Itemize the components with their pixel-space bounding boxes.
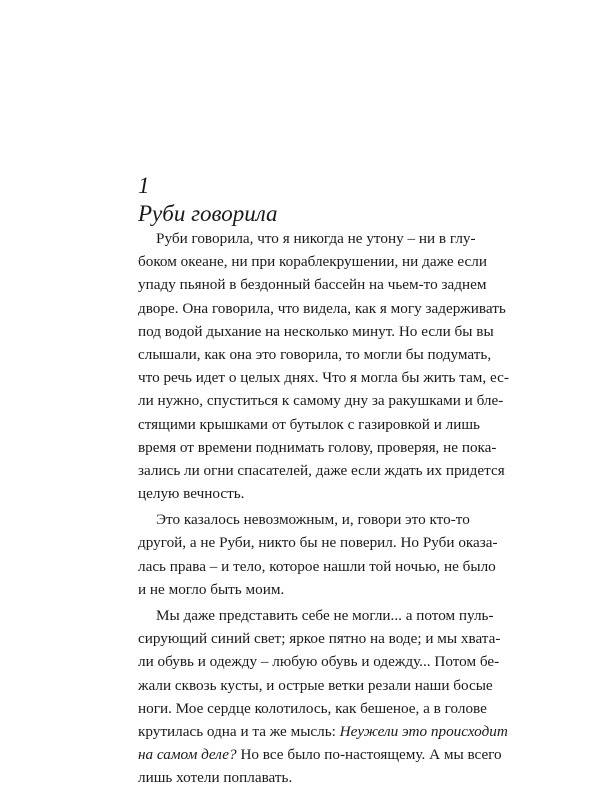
text-line: упаду пьяной в бездонный бассейн на чьем-то заднем: [138, 276, 487, 294]
text-line: Руби говорила, что я никогда не утону – ни в глу-: [156, 230, 476, 247]
text-line: ноги. Мое сердце колотилось, как бешеное, а в голове: [138, 699, 487, 717]
text-line: и не могло быть моим.: [138, 580, 285, 598]
text-line-mixed: [138, 743, 502, 766]
text-line: сирующий синий свет; яркое пятно на воде; и мы хвата-: [138, 630, 501, 648]
text-line: другой, а не Руби, никто бы не поверил. Но Руби оказа-: [138, 534, 498, 552]
text-line: что речь идет о целых днях. Что я могла бы жить там, ес-: [138, 369, 509, 387]
text-line: под водой дыхание на несколько минут. Но если бы вы: [138, 322, 494, 340]
text-run: Но все было по-настоящему. А мы всего: [236, 746, 502, 764]
text-run: крутилась одна и та же мысль:: [138, 722, 340, 740]
text-line: ли обувь и одежду – любую обувь и одежду... Потом бе-: [138, 653, 500, 671]
text-line: лишь хотели поплавать.: [138, 769, 293, 787]
text-line-mixed: [138, 720, 508, 743]
text-line: Мы даже представить себе не могли... а потом пуль-: [156, 607, 494, 624]
text-line: зались ли огни спасателей, даже если ждать их придется: [138, 461, 505, 479]
text-line: время от времени поднимать голову, проверяя, не пока-: [138, 438, 497, 456]
text-line: жали сквозь кусты, и острые ветки резали наши босые: [138, 676, 493, 694]
text-line: Это казалось невозможным, и, говори это кто-то: [156, 511, 470, 529]
text-line: слышали, как она это говорила, то могли бы подумать,: [138, 345, 492, 363]
text-line: боком океане, ни при кораблекрушении, ни даже если: [138, 253, 487, 271]
text-line: дворе. Она говорила, что видела, как я могу задерживать: [138, 299, 506, 317]
chapter-number: 1: [138, 173, 150, 198]
text-line: стящими крышками от бутылок с газировкой и лишь: [138, 415, 480, 433]
text-line: ли нужно, спуститься к самому дну за ракушками и бле-: [138, 392, 504, 410]
text-line: целую вечность.: [138, 485, 245, 503]
text-line: лась права – и тело, которое нашли той ночью, не было: [138, 557, 496, 575]
italic-text: Неужели это происходит: [339, 722, 508, 740]
chapter-title: Руби говорила: [138, 201, 278, 226]
chapter-body: [138, 224, 509, 790]
italic-text: на самом деле?: [138, 746, 237, 764]
